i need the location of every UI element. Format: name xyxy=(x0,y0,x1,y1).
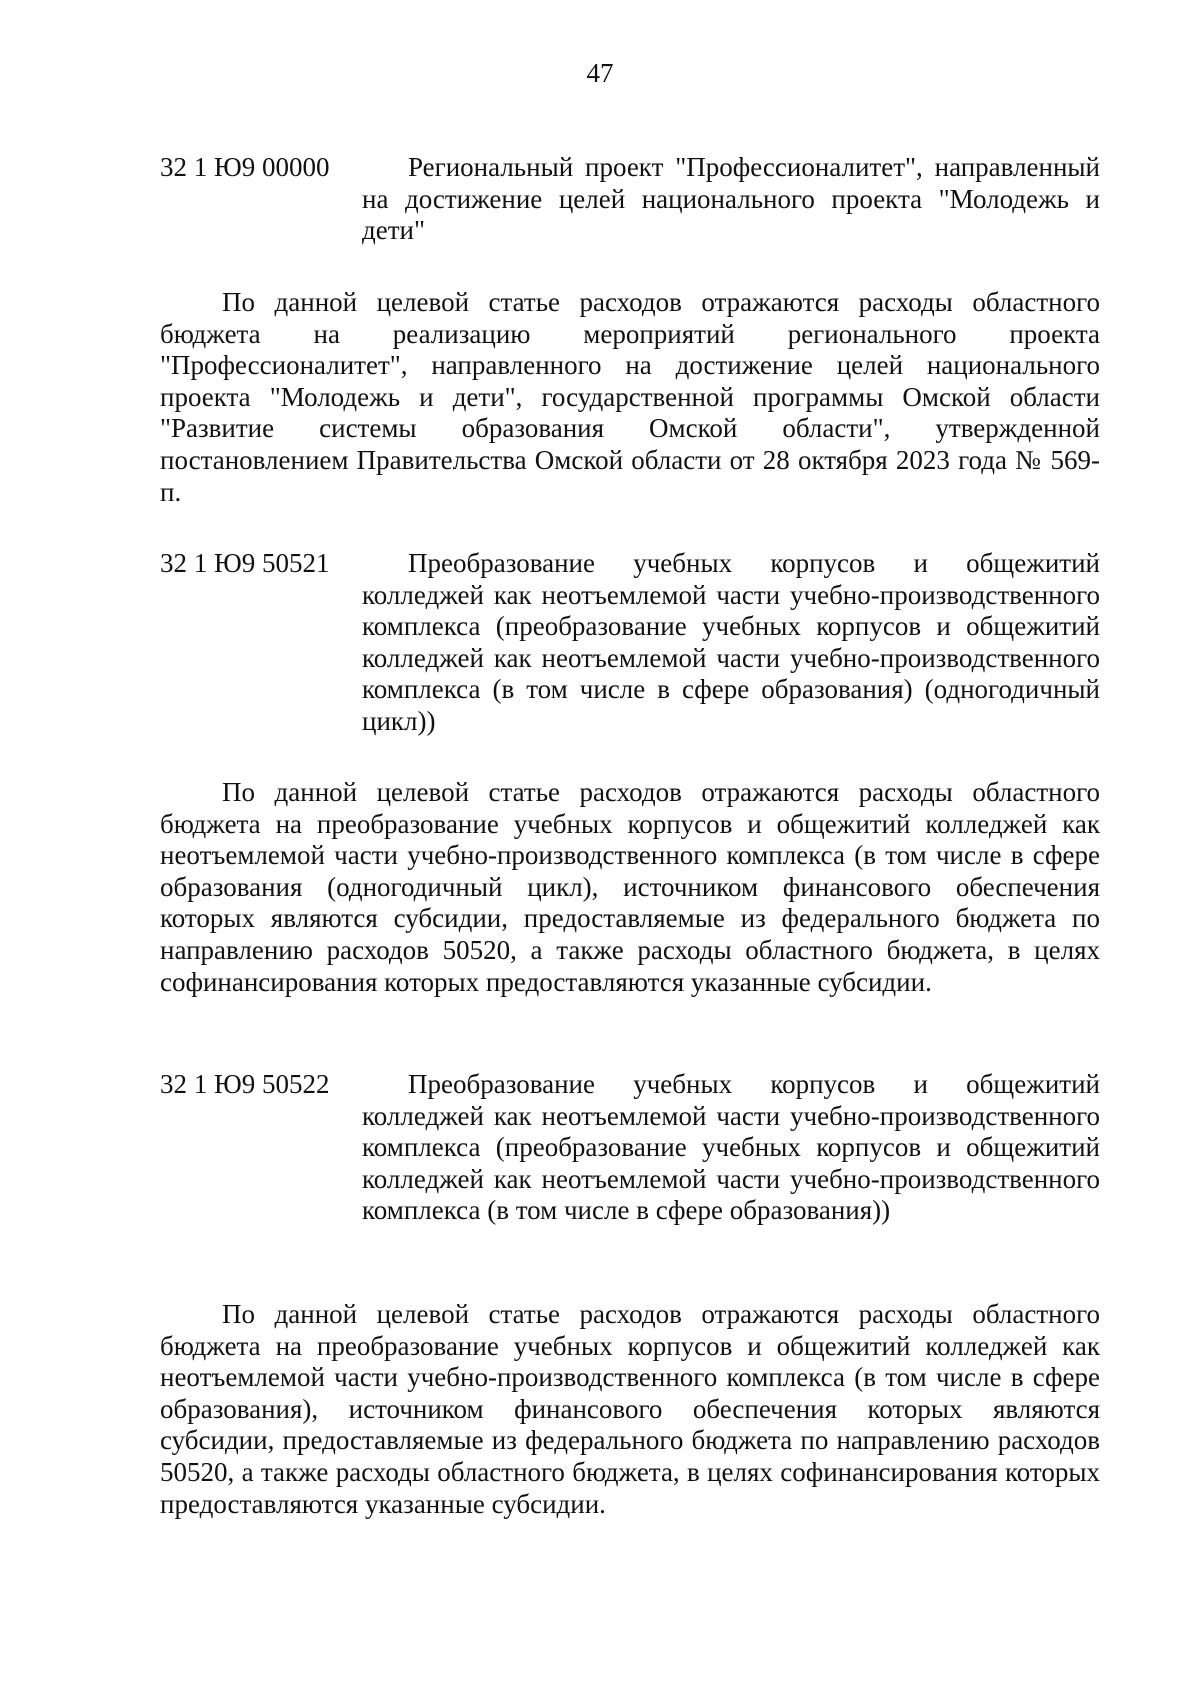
article-description: По данной целевой статье расходов отражаются расходы областного бюджета на преобразование учебных корпусов и общежитий колледжей как неотъемлемой части учебно-производственного комплекса (в том числе в сфере образования), источником финансового обеспечения которых являются субсидии, предоставляемые из федерального бюджета по направлению расходов 50520, а также расходы областного бюджета, в целях софинансирования которых предоставляются указанные субсидии. xyxy=(160,1299,1100,1519)
article-description: По данной целевой статье расходов отражаются расходы областного бюджета на реализацию мероприятий регионального проекта "Профессионалитет", направленного на достижение целей национального проекта "Молодежь и дети", государственной программы Омской области "Развитие системы образования Омской области", утвержденной постановлением Правительства Омской области от 28 октября 2023 года № 569-п. xyxy=(160,287,1100,507)
article-name: Преобразование учебных корпусов и общежитий колледжей как неотъемлемой части учебно-производственного комплекса (преобразование учебных корпусов и общежитий колледжей как неотъемлемой части учебно-производственного комплекса (в том числе в сфере образования) (одногодичный цикл)) xyxy=(362,548,1100,736)
article-name: Преобразование учебных корпусов и общежитий колледжей как неотъемлемой части учебно-производственного комплекса (преобразование учебных корпусов и общежитий колледжей как неотъемлемой части учебно-производственного комплекса (в том числе в сфере образования)) xyxy=(362,1069,1100,1226)
article-code: 32 1 Ю9 50522 xyxy=(160,1069,330,1099)
budget-article-header xyxy=(160,548,1100,738)
budget-article-header xyxy=(160,152,1100,247)
article-code: 32 1 Ю9 00000 xyxy=(160,152,330,182)
budget-article-header xyxy=(160,1069,1100,1227)
article-code: 32 1 Ю9 50521 xyxy=(160,548,330,578)
article-description: По данной целевой статье расходов отражаются расходы областного бюджета на преобразование учебных корпусов и общежитий колледжей как неотъемлемой части учебно-производственного комплекса (в том числе в сфере образования (одногодичный цикл), источником финансового обеспечения которых являются субсидии, предоставляемые из федерального бюджета по направлению расходов 50520, а также расходы областного бюджета, в целях софинансирования которых предоставляются указанные субсидии. xyxy=(160,777,1100,997)
article-name: Региональный проект "Профессионалитет", направленный на достижение целей национального проекта "Молодежь и дети" xyxy=(362,152,1100,246)
page-number: 47 xyxy=(586,58,614,88)
